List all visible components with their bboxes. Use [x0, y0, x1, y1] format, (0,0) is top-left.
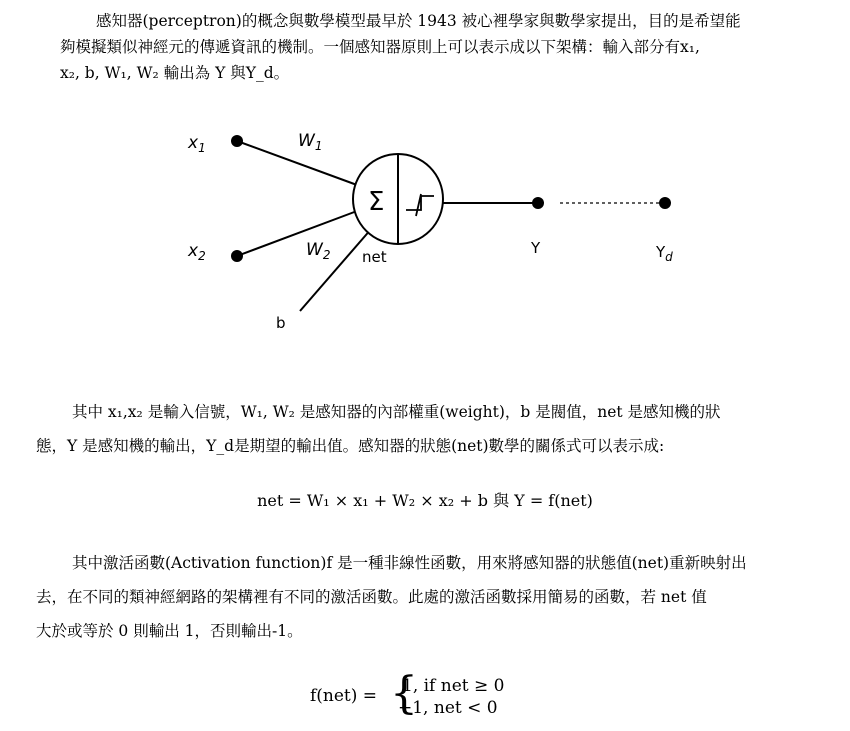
- label-b: b: [276, 314, 286, 332]
- explanation-line-1: 其中 x₁,x₂ 是輸入信號，W₁, W₂ 是感知器的內部權重(weight)，b 是閥值，net 是感知機的狀: [72, 403, 721, 421]
- explanation-line-2: 態，Y 是感知機的輸出，Y_d是期望的輸出值。感知器的狀態(net)數學的關係式可以表示成:: [36, 437, 665, 455]
- activation-paragraph: [36, 546, 826, 648]
- sum-symbol: Σ: [368, 187, 385, 217]
- label-w2: $W_2$: [306, 240, 331, 262]
- activation-lhs: f(net) =: [310, 686, 378, 706]
- intro-line-3: x₂, b, W₁, W₂ 輸出為 Y 與Y_d。: [60, 64, 290, 82]
- activation-case-1: 1, if net ≥ 0: [402, 676, 505, 696]
- label-x1: $x_1$: [188, 133, 206, 155]
- label-y: Y: [531, 239, 541, 257]
- intro-line-1: 感知器(perceptron)的概念與數學模型最早於 1943 被心裡學家與數學家提出，目的是希望能: [96, 12, 741, 30]
- output-node-yd: [659, 197, 671, 209]
- activation-case-2: −1, net < 0: [398, 698, 498, 718]
- intro-line-2: 夠模擬類似神經元的傳遞資訊的機制。一個感知器原則上可以表示成以下架構：輸入部分有x₁,: [60, 38, 700, 56]
- activation-line-2: 去，在不同的類神經網路的架構裡有不同的激活函數。此處的激活函數採用簡易的函數，若 net 值: [36, 588, 707, 606]
- output-node-y: [532, 197, 544, 209]
- input-node-x2: [231, 250, 243, 262]
- label-x2: $x_2$: [188, 241, 206, 263]
- edge-x2: [237, 211, 357, 256]
- equation-net: net = W₁ × x₁ + W₂ × x₂ + b 與 Y = f(net): [257, 491, 593, 510]
- activation-line-1: 其中激活函數(Activation function)f 是一種非線性函數，用來將感知器的狀態值(net)重新映射出: [72, 554, 747, 572]
- label-w1: $W_1$: [298, 131, 323, 153]
- edge-x1: [237, 141, 357, 185]
- explanation-paragraph: [36, 395, 826, 463]
- label-yd: $Y_d$: [656, 243, 673, 264]
- activation-line-3: 大於或等於 0 則輸出 1，否則輸出-1。: [36, 622, 303, 640]
- input-node-x1: [231, 135, 243, 147]
- label-net: net: [362, 248, 387, 266]
- brace-icon: {: [390, 668, 418, 719]
